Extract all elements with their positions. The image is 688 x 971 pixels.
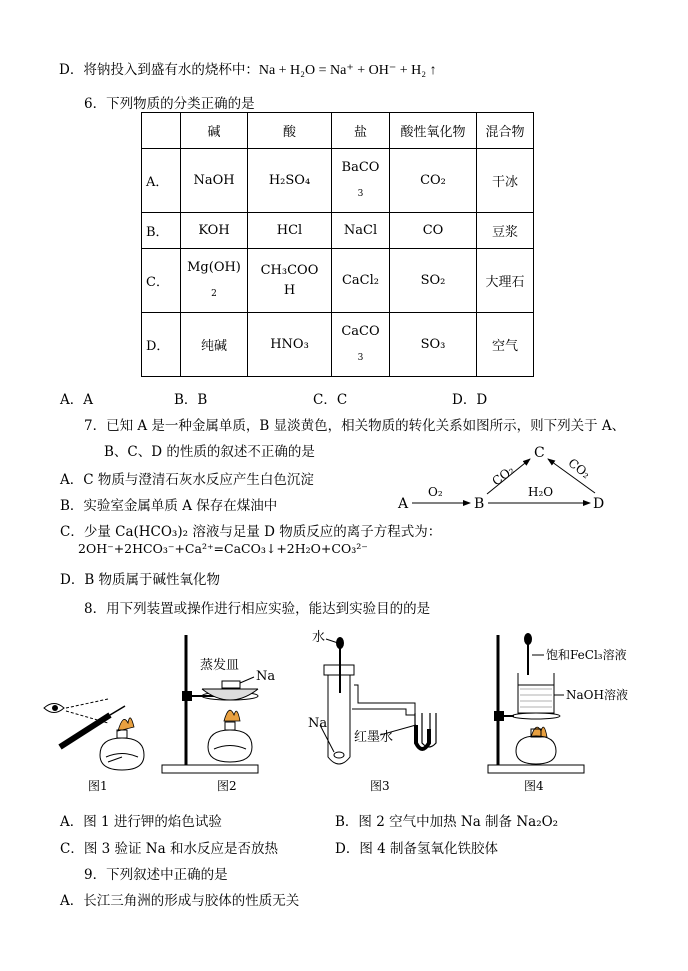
cell: 空气 bbox=[477, 313, 534, 377]
cell-stacked bbox=[332, 313, 390, 377]
figure-2 bbox=[162, 635, 258, 773]
q5-option-d bbox=[59, 58, 437, 79]
cell: HNO₃ bbox=[248, 313, 332, 377]
table-row bbox=[142, 313, 534, 377]
table-corner bbox=[142, 113, 181, 149]
cell: 大理石 bbox=[477, 249, 534, 313]
dropper-bulb bbox=[524, 633, 532, 645]
cell-subscript: 3 bbox=[357, 188, 364, 199]
header-mixture: 混合物 bbox=[477, 113, 534, 149]
q7-option-c[interactable]: C．少量 Ca(HCO₃)₂ 溶液与足量 D 物质反应的离子方程式为： bbox=[60, 524, 442, 540]
cell: 干冰 bbox=[477, 149, 534, 213]
cell: CO bbox=[390, 213, 477, 249]
q6-answer-d[interactable]: D．D bbox=[452, 392, 488, 408]
cell-subscript: 2 bbox=[211, 288, 217, 299]
fig4-label: 图4 bbox=[524, 779, 544, 793]
fig2-label: 图2 bbox=[217, 779, 237, 793]
stand-base bbox=[162, 765, 258, 773]
fig4-label-naoh: NaOH溶液 bbox=[566, 688, 628, 702]
q7-option-b[interactable]: B．实验室金属单质 A 保存在煤油中 bbox=[60, 498, 278, 514]
cell: H₂SO₄ bbox=[248, 149, 332, 213]
q8-figures bbox=[30, 625, 660, 795]
fig3-label-na: Na bbox=[308, 716, 328, 731]
q8-stem: 8．用下列装置或操作进行相应实验，能达到实验目的的是 bbox=[84, 601, 431, 617]
row-option: D． bbox=[142, 313, 181, 377]
eye-pupil bbox=[52, 705, 58, 711]
cell-stacked bbox=[181, 249, 248, 313]
q7-stem-line1: 7．已知 A 是一种金属单质，B 显淡黄色，相关物质的转化关系如图所示，则下列关于 A、 bbox=[84, 418, 626, 434]
sodium-piece bbox=[222, 681, 240, 688]
fig1-label: 图1 bbox=[88, 779, 108, 793]
cell-text: BaCO bbox=[341, 159, 380, 175]
cell: CO₂ bbox=[390, 149, 477, 213]
cell-text: H bbox=[283, 282, 296, 298]
cell: 豆浆 bbox=[477, 213, 534, 249]
q5d-prefix: D．将钠投入到盛有水的烧杯中： bbox=[59, 62, 259, 78]
table-row bbox=[142, 249, 534, 313]
flame-icon bbox=[118, 718, 134, 731]
label-co2-right: CO₂ bbox=[565, 455, 593, 482]
cell: KOH bbox=[181, 213, 248, 249]
node-b: B bbox=[474, 496, 485, 512]
figure-1 bbox=[44, 699, 144, 770]
table-header-row bbox=[142, 113, 534, 149]
node-a: A bbox=[398, 496, 409, 512]
q6-answer-c[interactable]: C．C bbox=[313, 392, 348, 408]
cell-stacked bbox=[332, 149, 390, 213]
classification-table bbox=[141, 112, 534, 377]
row-option: B． bbox=[142, 213, 181, 249]
fig3-label-ink: 红墨水 bbox=[354, 730, 394, 745]
cell: CaCl₂ bbox=[332, 249, 390, 313]
fig3-label-water: 水 bbox=[312, 630, 326, 645]
q6-answer-b[interactable]: B．B bbox=[174, 392, 208, 408]
flame-icon bbox=[224, 710, 240, 721]
header-salt: 盐 bbox=[332, 113, 390, 149]
row-option: A． bbox=[142, 149, 181, 213]
cell-text: CH₃COO bbox=[260, 262, 319, 278]
cell: NaCl bbox=[332, 213, 390, 249]
fig4-label-fecl3: 饱和FeCl₃溶液 bbox=[546, 648, 627, 662]
sight-line bbox=[66, 699, 108, 708]
q7-option-d[interactable]: D．B 物质属于碱性氧化物 bbox=[60, 572, 221, 588]
clamp bbox=[494, 711, 504, 721]
fig2-label-dish: 蒸发皿 bbox=[200, 658, 240, 673]
clamp bbox=[182, 691, 192, 701]
fig3-label: 图3 bbox=[370, 779, 390, 793]
iron-ring bbox=[512, 713, 560, 719]
conversion-diagram bbox=[390, 440, 615, 520]
header-acid: 酸 bbox=[248, 113, 332, 149]
delivery-tube bbox=[352, 685, 415, 715]
q8-option-a[interactable]: A．图 1 进行钾的焰色试验 bbox=[60, 814, 222, 830]
cell: SO₂ bbox=[390, 249, 477, 313]
cell-subscript: 3 bbox=[357, 352, 364, 363]
header-base: 碱 bbox=[181, 113, 248, 149]
cell: NaOH bbox=[181, 149, 248, 213]
q7-option-a[interactable]: A．C 物质与澄清石灰水反应产生白色沉淀 bbox=[60, 472, 314, 488]
sodium-piece bbox=[334, 752, 344, 758]
q8-option-d[interactable]: D．图 4 制备氢氧化铁胶体 bbox=[335, 841, 498, 857]
node-c: C bbox=[534, 445, 545, 461]
node-d: D bbox=[593, 496, 605, 512]
alcohol-lamp bbox=[516, 736, 556, 764]
q6-answer-a[interactable]: A．A bbox=[60, 392, 93, 408]
label-o2: O₂ bbox=[428, 485, 443, 499]
table-row bbox=[142, 213, 534, 249]
q7-stem-line2: B、C、D 的性质的叙述不正确的是 bbox=[104, 444, 315, 460]
evaporating-dish bbox=[202, 689, 258, 700]
q6-stem: 6．下列物质的分类正确的是 bbox=[84, 96, 255, 112]
stand-base bbox=[488, 765, 584, 773]
cell-stacked bbox=[248, 249, 332, 313]
row-option: C． bbox=[142, 249, 181, 313]
header-acidic-oxide: 酸性氧化物 bbox=[390, 113, 477, 149]
cell: HCl bbox=[248, 213, 332, 249]
wire-tip bbox=[110, 706, 125, 715]
q9-option-a[interactable]: A．长江三角洲的形成与胶体的性质无关 bbox=[60, 893, 300, 909]
q9-stem: 9．下列叙述中正确的是 bbox=[84, 867, 228, 883]
wire-rod bbox=[60, 715, 110, 747]
cell-text: Mg(OH) bbox=[187, 259, 241, 275]
fig2-label-na: Na bbox=[256, 669, 276, 684]
cell: 纯碱 bbox=[181, 313, 248, 377]
cell: SO₃ bbox=[390, 313, 477, 377]
q8-option-c[interactable]: C．图 3 验证 Na 和水反应是否放热 bbox=[60, 841, 278, 857]
label-h2o: H₂O bbox=[528, 485, 554, 499]
label-co2-left: CO₂ bbox=[489, 462, 517, 489]
q8-option-b[interactable]: B．图 2 空气中加热 Na 制备 Na₂O₂ bbox=[335, 814, 559, 830]
q7-option-c-equation: 2OH⁻+2HCO₃⁻+Ca²⁺=CaCO₃↓+2H₂O+CO₃²⁻ bbox=[78, 541, 368, 556]
cell-text: CaCO bbox=[341, 323, 380, 339]
table-row bbox=[142, 149, 534, 213]
q5d-equation: Na + H₂O = Na⁺ + OH⁻ + H₂ ↑ bbox=[258, 63, 437, 78]
lamp-liquid bbox=[106, 754, 138, 758]
